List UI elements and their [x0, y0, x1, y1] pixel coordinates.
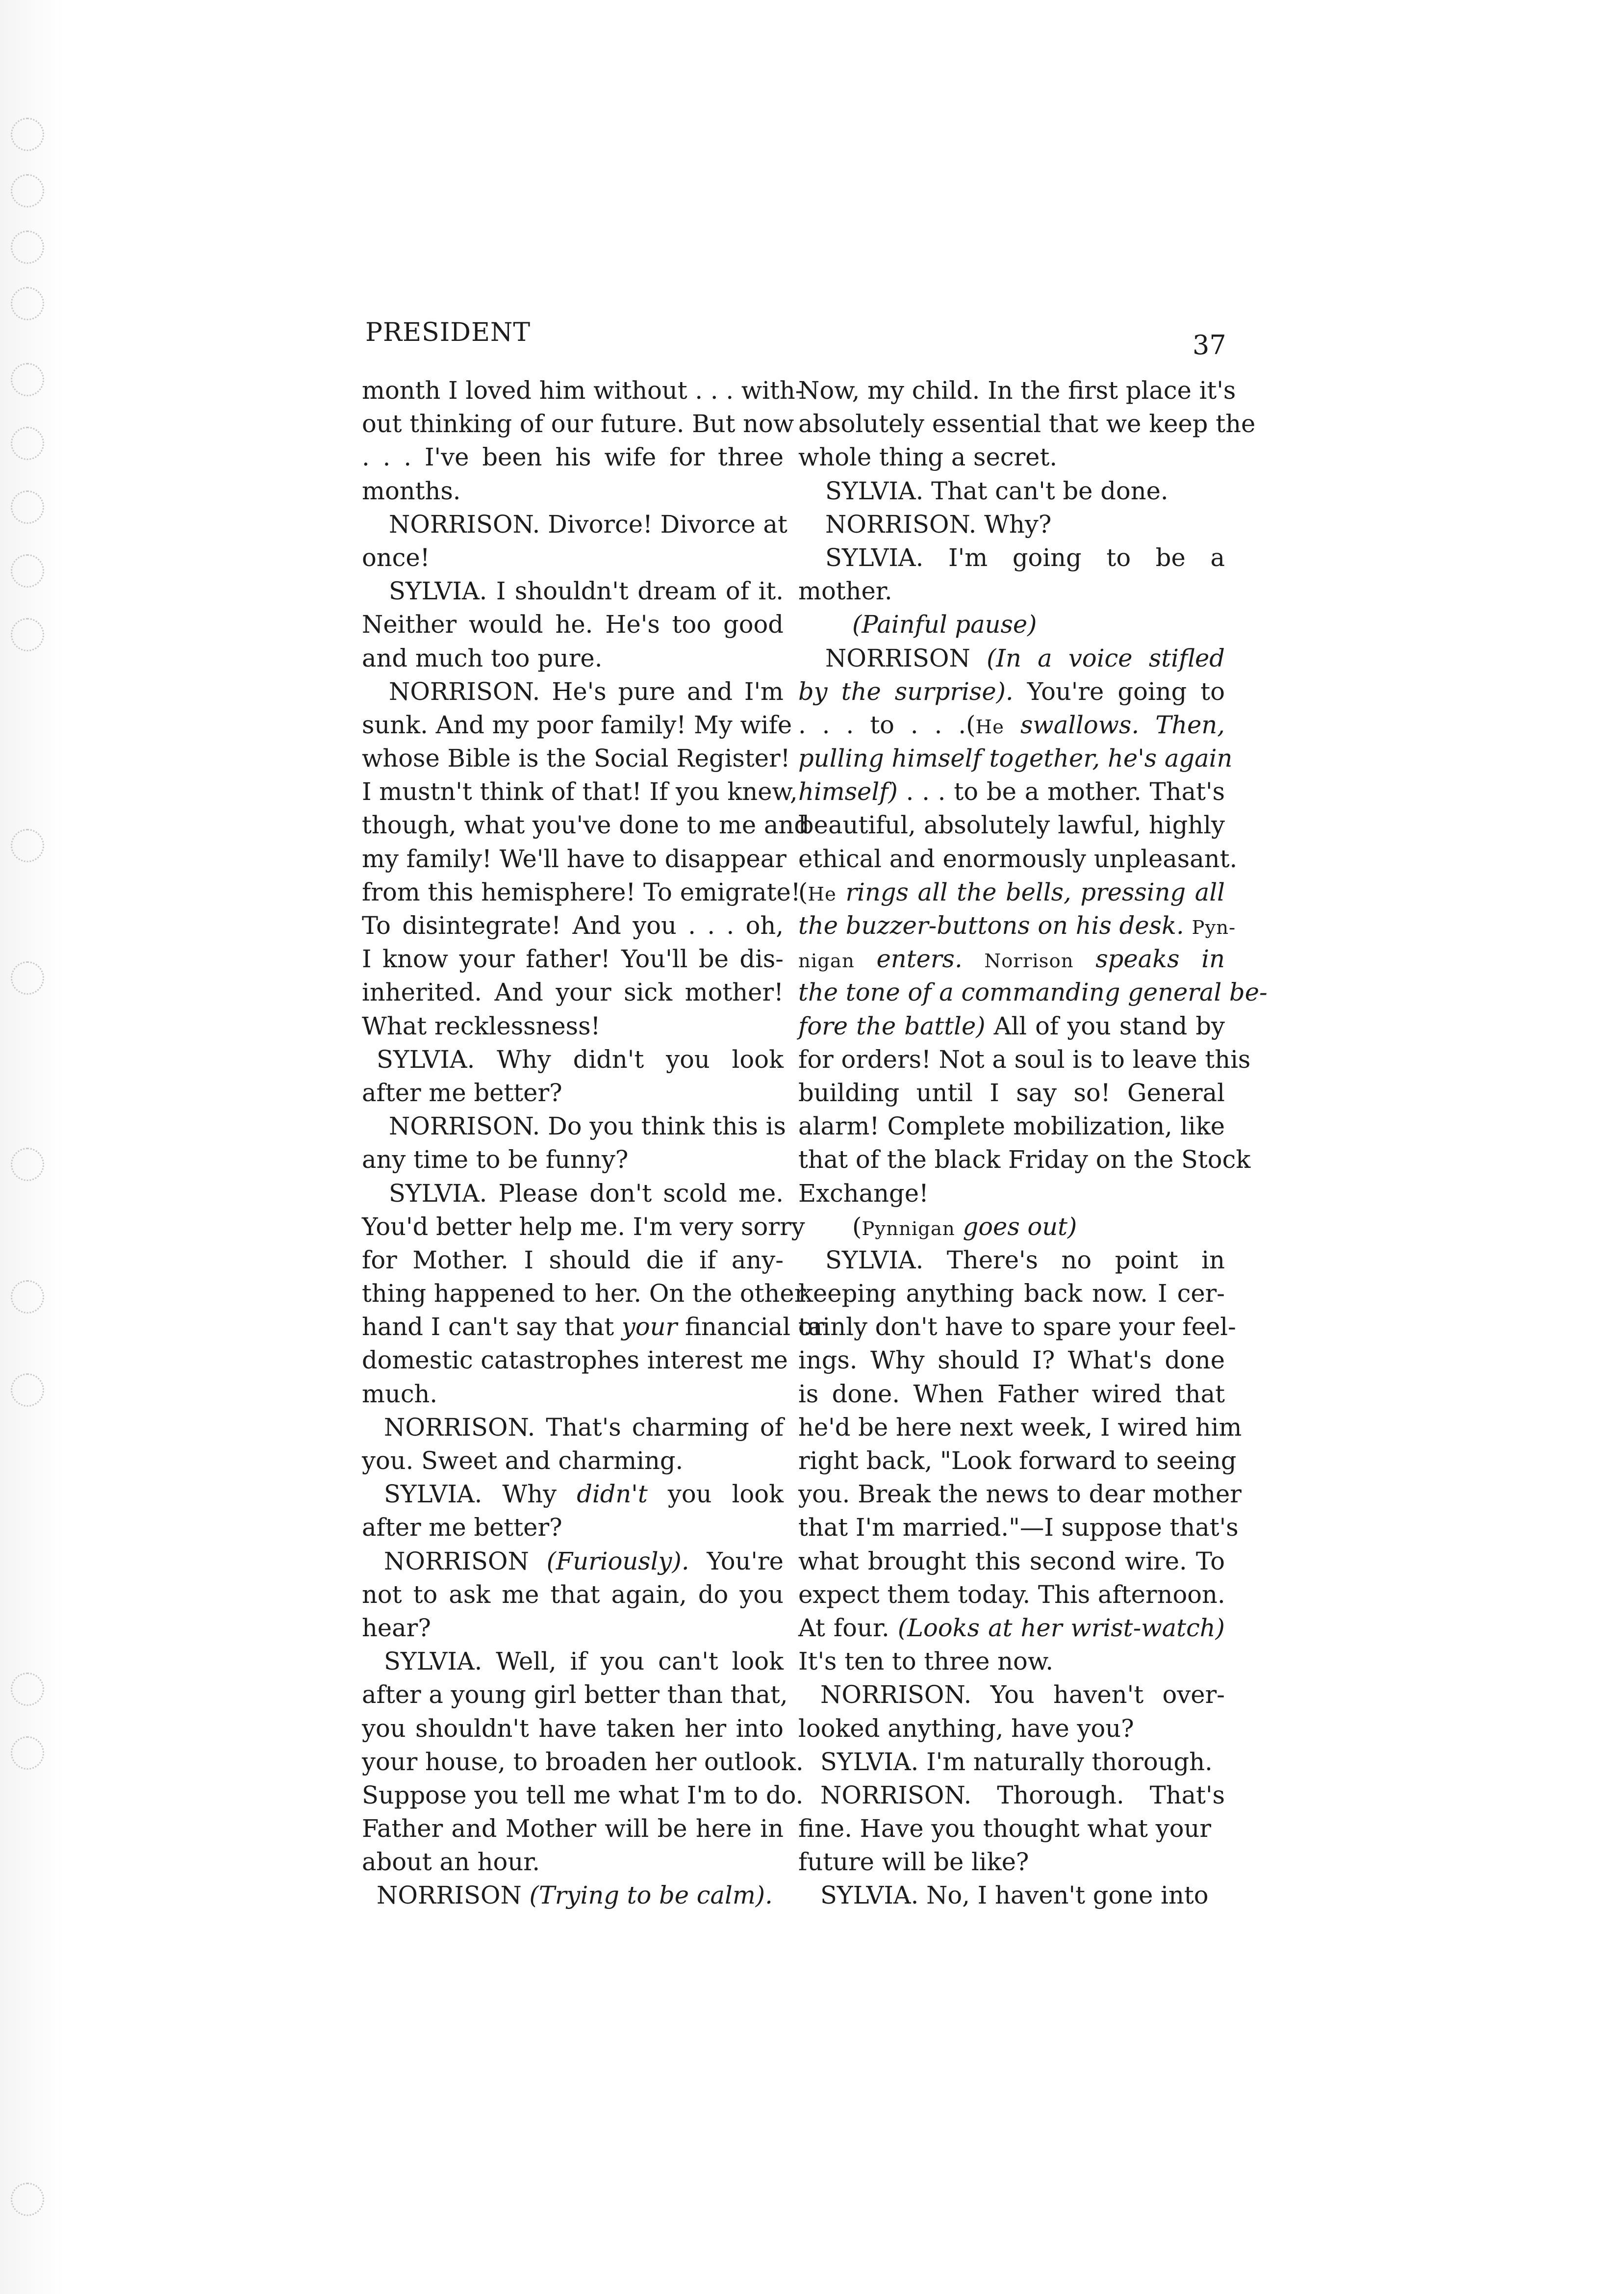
text-line: he'd be here next week, I wired him	[798, 1413, 1242, 1442]
text-line: from this hemisphere! To emigrate!	[362, 877, 801, 906]
text-line: for orders! Not a soul is to leave this	[798, 1045, 1251, 1074]
stage-direction: goes out)	[963, 1212, 1077, 1241]
text-line	[362, 1310, 825, 1343]
text-line: you shouldn't have taken her into	[362, 1714, 784, 1743]
text-line	[798, 708, 1225, 742]
text-line: is done. When Father wired that	[798, 1379, 1225, 1408]
stage-direction: fore the battle)	[798, 1011, 986, 1040]
text-line: mother.	[798, 577, 892, 606]
text-line: Father and Mother will be here in	[362, 1814, 784, 1843]
text-line: hear?	[362, 1613, 431, 1642]
stage-direction: (Furiously).	[546, 1547, 689, 1575]
binding-hole	[11, 618, 44, 651]
text-line	[798, 675, 1225, 708]
binding-hole	[11, 1148, 44, 1181]
text-line: you. Sweet and charming.	[362, 1446, 684, 1475]
text-line: fine. Have you thought what your	[798, 1814, 1212, 1843]
text-line: much.	[362, 1379, 438, 1408]
text-line: tainly don't have to spare your feel-	[798, 1313, 1236, 1341]
text-line: ings. Why should I? What's done	[798, 1346, 1225, 1375]
stage-direction: speaks in	[1095, 945, 1225, 974]
text-line: about an hour.	[362, 1848, 540, 1877]
scan-edge	[0, 0, 64, 2294]
speech-line: SYLVIA. Why didn't you look	[377, 1045, 784, 1074]
text-line: that of the black Friday on the Stock	[798, 1145, 1251, 1174]
speech-line: NORRISON. Thorough. That's	[820, 1780, 1225, 1809]
text-line: You'd better help me. I'm very sorry	[362, 1212, 805, 1241]
text-line: after me better?	[362, 1513, 562, 1542]
text-line: . . . I've been his wife for three	[362, 443, 784, 472]
page-number: 37	[1193, 330, 1226, 361]
text-line: not to ask me that again, do you	[362, 1580, 784, 1609]
speaker: NORRISON	[384, 1547, 529, 1575]
speech-line: NORRISON. Why?	[825, 510, 1052, 539]
text-line: I know your father! You'll be dis-	[362, 945, 784, 974]
text-run: SYLVIA. Why	[384, 1480, 557, 1509]
stage-direction: swallows. Then,	[1020, 710, 1225, 739]
text-line	[798, 1009, 1225, 1043]
text-line: months.	[362, 476, 461, 505]
stage-direction: the tone of a commanding general be-	[798, 978, 1268, 1007]
text-line	[798, 775, 1225, 808]
text-line: Neither would he. He's too good	[362, 610, 784, 639]
text-run: you look	[667, 1480, 784, 1509]
text-line: absolutely essential that we keep the	[798, 410, 1256, 438]
stage-direction: (Painful pause)	[852, 610, 1037, 639]
text-line: building until I say so! General	[798, 1078, 1225, 1107]
stage-direction: (In a voice stifled	[987, 644, 1225, 672]
small-caps-name: Norrison	[984, 950, 1074, 973]
text-line: Suppose you tell me what I'm to do.	[362, 1780, 804, 1809]
text-line: future will be like?	[798, 1848, 1029, 1877]
speaker: NORRISON	[825, 644, 970, 672]
text-line: that I'm married."—I suppose that's	[798, 1513, 1239, 1542]
text-line	[798, 909, 1236, 942]
text-line: sunk. And my poor family! My wife	[362, 710, 792, 739]
stage-direction: by the surprise).	[798, 677, 1014, 706]
speech-line	[362, 1477, 784, 1511]
binding-hole	[11, 490, 44, 524]
speech-line: NORRISON. That's charming of	[384, 1413, 784, 1442]
binding-hole	[11, 118, 44, 151]
text-line	[798, 942, 1225, 976]
text-line: right back, "Look forward to seeing	[798, 1446, 1237, 1475]
text-run: (	[852, 1212, 862, 1241]
small-caps-name: He	[808, 883, 837, 905]
text-run: You're	[707, 1547, 784, 1575]
binding-hole	[11, 554, 44, 588]
speech-line: SYLVIA. That can't be done.	[825, 476, 1168, 505]
speech-line: SYLVIA. There's no point in	[825, 1245, 1225, 1274]
speech-line: NORRISON. Divorce! Divorce at	[389, 510, 787, 539]
text-line: keeping anything back now. I cer-	[798, 1279, 1225, 1308]
binding-hole	[11, 363, 44, 396]
right-column	[798, 374, 1268, 1912]
text-line: Now, my child. In the first place it's	[798, 376, 1236, 405]
small-caps-name: nigan	[798, 950, 855, 973]
emphasis: your	[621, 1313, 678, 1341]
text-run	[798, 711, 1004, 739]
speaker: NORRISON	[377, 1881, 522, 1910]
speech-line: SYLVIA. Please don't scold me.	[389, 1179, 784, 1208]
small-caps-name: He	[975, 716, 1004, 738]
text-line	[798, 876, 1225, 909]
text-run: . . . to . . .(	[798, 710, 976, 739]
speech-line: NORRISON. Do you think this is	[389, 1112, 786, 1141]
stage-direction: rings all the bells, pressing all	[845, 877, 1225, 906]
text-run: hand I can't say that	[362, 1313, 614, 1341]
binding-hole	[11, 2183, 44, 2216]
left-column	[362, 374, 825, 1912]
speech-line	[798, 642, 1225, 675]
text-line: Exchange!	[798, 1179, 929, 1208]
stage-direction: (Looks at her wrist-watch)	[897, 1613, 1225, 1642]
binding-hole	[11, 287, 44, 320]
stage-direction: enters.	[876, 945, 963, 974]
text-line: It's ten to three now.	[798, 1647, 1054, 1676]
text-run: . . . to be a mother. That's	[906, 777, 1225, 806]
text-line: you. Break the news to dear mother	[798, 1480, 1242, 1509]
text-line: What recklessness!	[362, 1011, 601, 1040]
text-line: inherited. And your sick mother!	[362, 978, 784, 1007]
small-caps-name: Pyn-	[1192, 917, 1236, 939]
binding-hole	[11, 1280, 44, 1314]
binding-hole	[11, 1736, 44, 1770]
speech-line: SYLVIA. Well, if you can't look	[384, 1647, 784, 1676]
binding-hole	[11, 1673, 44, 1706]
stage-direction: (Trying to be calm).	[529, 1881, 773, 1910]
text-line: after a young girl better than that,	[362, 1680, 788, 1709]
stage-direction: the buzzer-buttons on his desk.	[798, 911, 1184, 940]
text-line: once!	[362, 543, 430, 572]
text-line: out thinking of our future. But now	[362, 410, 794, 438]
text-line: and much too pure.	[362, 644, 603, 672]
text-line: thing happened to her. On the other	[362, 1279, 806, 1308]
binding-hole	[11, 1373, 44, 1407]
binding-hole	[11, 829, 44, 862]
text-line: looked anything, have you?	[798, 1714, 1134, 1743]
speech-line: NORRISON. You haven't over-	[820, 1680, 1225, 1709]
text-line: though, what you've done to me and	[362, 811, 810, 840]
text-line: ethical and enormously unpleasant.	[798, 844, 1238, 873]
text-line: beautiful, absolutely lawful, highly	[798, 811, 1225, 840]
text-run	[798, 878, 837, 906]
text-line: month I loved him without . . . with-	[362, 376, 804, 405]
text-line: whole thing a secret.	[798, 443, 1058, 472]
text-run: financial or	[685, 1313, 825, 1341]
running-head: PRESIDENT	[365, 318, 531, 347]
binding-hole	[11, 961, 44, 995]
text-line: domestic catastrophes interest me	[362, 1346, 788, 1375]
speech-line	[362, 1545, 784, 1578]
text-run: (	[798, 877, 808, 906]
text-line: whose Bible is the Social Register!	[362, 744, 790, 773]
text-line: after me better?	[362, 1078, 562, 1107]
text-line: my family! We'll have to disappear	[362, 844, 787, 873]
binding-hole	[11, 427, 44, 460]
text-line: what brought this second wire. To	[798, 1547, 1225, 1575]
text-run: At four.	[798, 1613, 889, 1642]
emphasis: didn't	[577, 1480, 648, 1509]
binding-hole	[11, 231, 44, 264]
speech-line: SYLVIA. I'm naturally thorough.	[820, 1747, 1213, 1776]
small-caps-name: Pynnigan	[862, 1217, 955, 1240]
binding-hole	[11, 174, 44, 207]
text-run: All of you stand by	[993, 1011, 1225, 1040]
speech-line: NORRISON. He's pure and I'm	[389, 677, 784, 706]
text-line: any time to be funny?	[362, 1145, 629, 1174]
text-line: for Mother. I should die if any-	[362, 1245, 784, 1274]
speech-line: SYLVIA. I'm going to be a	[825, 543, 1225, 572]
text-line: your house, to broaden her outlook.	[362, 1747, 804, 1776]
text-line: To disintegrate! And you . . . oh,	[362, 911, 784, 940]
stage-direction: pulling himself together, he's again	[798, 744, 1233, 773]
speech-line	[362, 1879, 784, 1912]
text-line: expect them today. This afternoon.	[798, 1580, 1225, 1609]
text-line	[798, 1611, 1225, 1645]
speech-line: SYLVIA. No, I haven't gone into	[820, 1881, 1209, 1910]
stage-direction: himself)	[798, 777, 898, 806]
text-line: alarm! Complete mobilization, like	[798, 1112, 1225, 1141]
stage-direction-line	[798, 1210, 1225, 1243]
text-line: I mustn't think of that! If you knew,	[362, 777, 798, 806]
text-run: You're going to	[1027, 677, 1225, 706]
speech-line: SYLVIA. I shouldn't dream of it.	[389, 577, 784, 606]
